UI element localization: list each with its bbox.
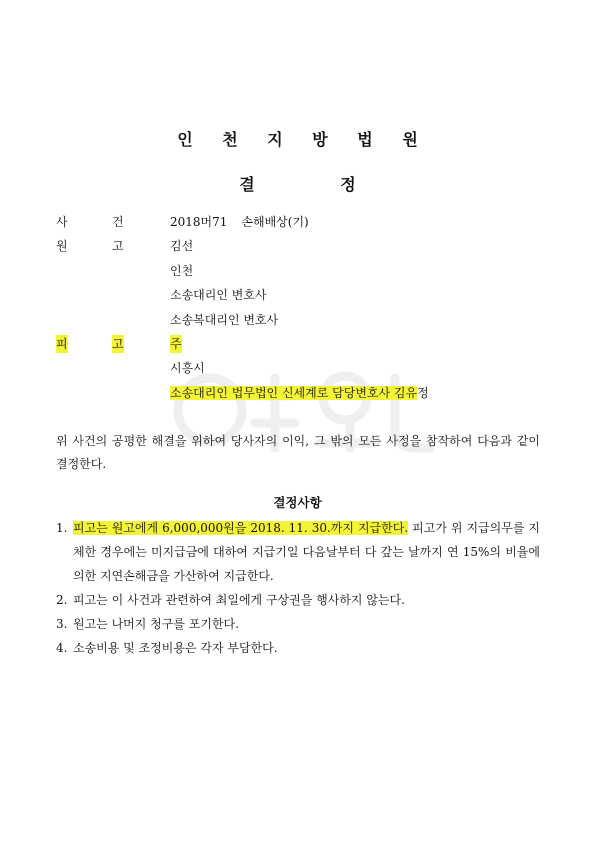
decision-items bbox=[56, 516, 540, 660]
item-text: 피고가 위 지급의무를 지체한 경우에는 미지급금에 대하여 지급기일 다음날부터 다 갚는 날까지 연 15%의 비율에 의한 지연손해금을 가산하여 지급한다. bbox=[73, 521, 540, 583]
plaintiff-subcounsel: 소송복대리인 변호사 bbox=[170, 312, 279, 327]
defendant-address: 시흥시 bbox=[170, 361, 205, 376]
plaintiff-address: 인천 bbox=[170, 263, 194, 278]
item-text: 피고는 이 사건과 관련하여 최일에게 구상권을 행사하지 않는다. bbox=[73, 593, 405, 607]
item-highlighted-text: 피고는 원고에게 6,000,000원을 2018. 11. 30.까지 지급한다. bbox=[73, 521, 409, 535]
decision-item bbox=[56, 636, 540, 660]
court-name: 인 천 지 방 법 원 bbox=[177, 130, 430, 149]
parties-section bbox=[56, 213, 546, 408]
decision-item bbox=[56, 516, 540, 588]
party-label: 사 bbox=[56, 215, 68, 229]
party-value bbox=[170, 213, 309, 231]
party-row-defendant bbox=[56, 335, 546, 359]
case-name: 손해배상(기) bbox=[241, 215, 309, 229]
item-text: 원고는 나머지 청구를 포기한다. bbox=[73, 617, 239, 631]
item-text: 소송비용 및 조정비용은 각자 부담한다. bbox=[73, 641, 278, 655]
case-number: 2018머71 bbox=[170, 215, 228, 229]
item-number: 3. bbox=[56, 617, 68, 631]
party-row-plaintiff bbox=[56, 237, 546, 261]
defendant-name: 주 bbox=[170, 336, 182, 351]
defendant-counsel-highlight: 소송대리인 법무법인 신세계로 담당변호사 김유 bbox=[170, 385, 418, 400]
party-row-plaintiff-address bbox=[56, 262, 546, 286]
plaintiff-name: 김선 bbox=[170, 239, 194, 254]
party-label: 피 bbox=[56, 336, 68, 351]
party-label: 고 bbox=[112, 336, 124, 351]
decision-item bbox=[56, 612, 540, 636]
party-row-plaintiff-counsel bbox=[56, 286, 546, 310]
party-label: 고 bbox=[112, 239, 124, 254]
item-number: 1. bbox=[56, 521, 68, 535]
party-label: 건 bbox=[112, 215, 124, 229]
party-row-defendant-address bbox=[56, 359, 546, 383]
party-row-plaintiff-subcounsel bbox=[56, 311, 546, 335]
plaintiff-counsel: 소송대리인 변호사 bbox=[170, 288, 267, 303]
decision-item bbox=[56, 588, 540, 612]
intro-paragraph: 위 사건의 공평한 해결을 위하여 당사자의 이익, 그 밖의 모든 사정을 참작하여 다음과 같이 결정한다. bbox=[56, 434, 540, 471]
defendant-counsel bbox=[170, 384, 429, 402]
party-row-case bbox=[56, 213, 546, 237]
item-number: 2. bbox=[56, 593, 68, 607]
party-row-defendant-counsel bbox=[56, 384, 546, 408]
party-label: 원 bbox=[56, 239, 68, 254]
document-title: 결 정 bbox=[239, 175, 396, 194]
decision-heading: 결정사항 bbox=[273, 495, 322, 510]
item-number: 4. bbox=[56, 641, 68, 655]
defendant-counsel-tail: 정 bbox=[417, 385, 429, 400]
